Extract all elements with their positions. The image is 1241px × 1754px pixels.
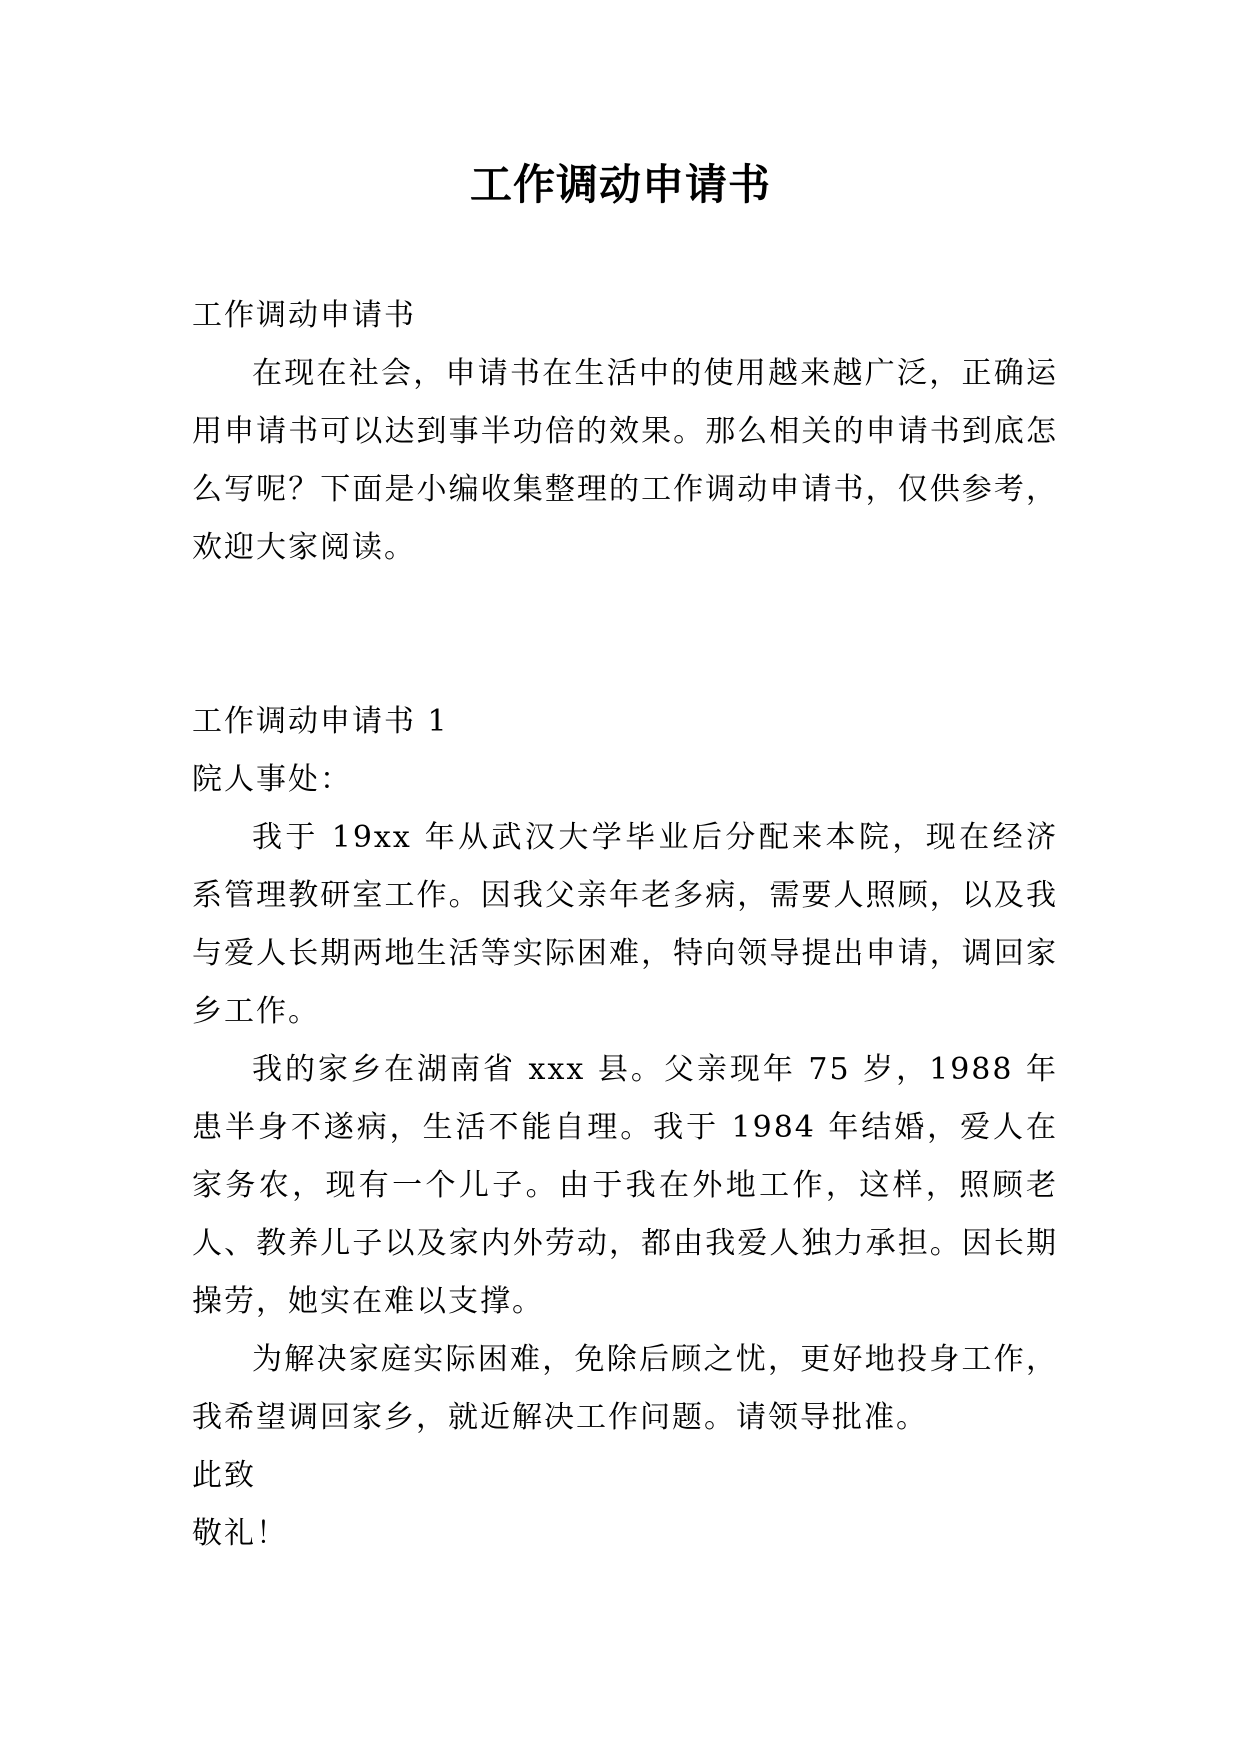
document-body [192, 287, 1058, 1563]
body-paragraph: 为解决家庭实际困难，免除后顾之忧，更好地投身工作，我希望调回家乡，就近解决工作问题。请领导批准。 [192, 1342, 1058, 1435]
section-heading: 工作调动申请书 1 [192, 704, 449, 739]
body-paragraph: 我于 19xx 年从武汉大学毕业后分配来本院，现在经济系管理教研室工作。因我父亲年老多病，需要人照顾，以及我与爱人长期两地生活等实际困难，特向领导提出申请，调回家乡工作。 [192, 820, 1058, 1029]
intro-paragraph: 在现在社会，申请书在生活中的使用越来越广泛，正确运用申请书可以达到事半功倍的效果。那么相关的申请书到底怎么写呢？下面是小编收集整理的工作调动申请书，仅供参考，欢迎大家阅读。 [192, 356, 1058, 565]
closing-greeting: 敬礼！ [192, 1516, 288, 1551]
document-subtitle: 工作调动申请书 [192, 298, 416, 333]
document-title: 工作调动申请书 [469, 160, 771, 209]
body-paragraph: 我的家乡在湖南省 xxx 县。父亲现年 75 岁，1988 年患半身不遂病，生活不能自理。我于 1984 年结婚，爱人在家务农，现有一个儿子。由于我在外地工作，这样，照顾老人、教养儿子以及家内外劳动，都由我爱人独力承担。因长期操劳，她实在难以支撑。 [192, 1052, 1058, 1319]
section-gap [192, 577, 1058, 693]
closing-line: 此致 [192, 1458, 256, 1493]
salutation: 院人事处： [192, 762, 352, 797]
